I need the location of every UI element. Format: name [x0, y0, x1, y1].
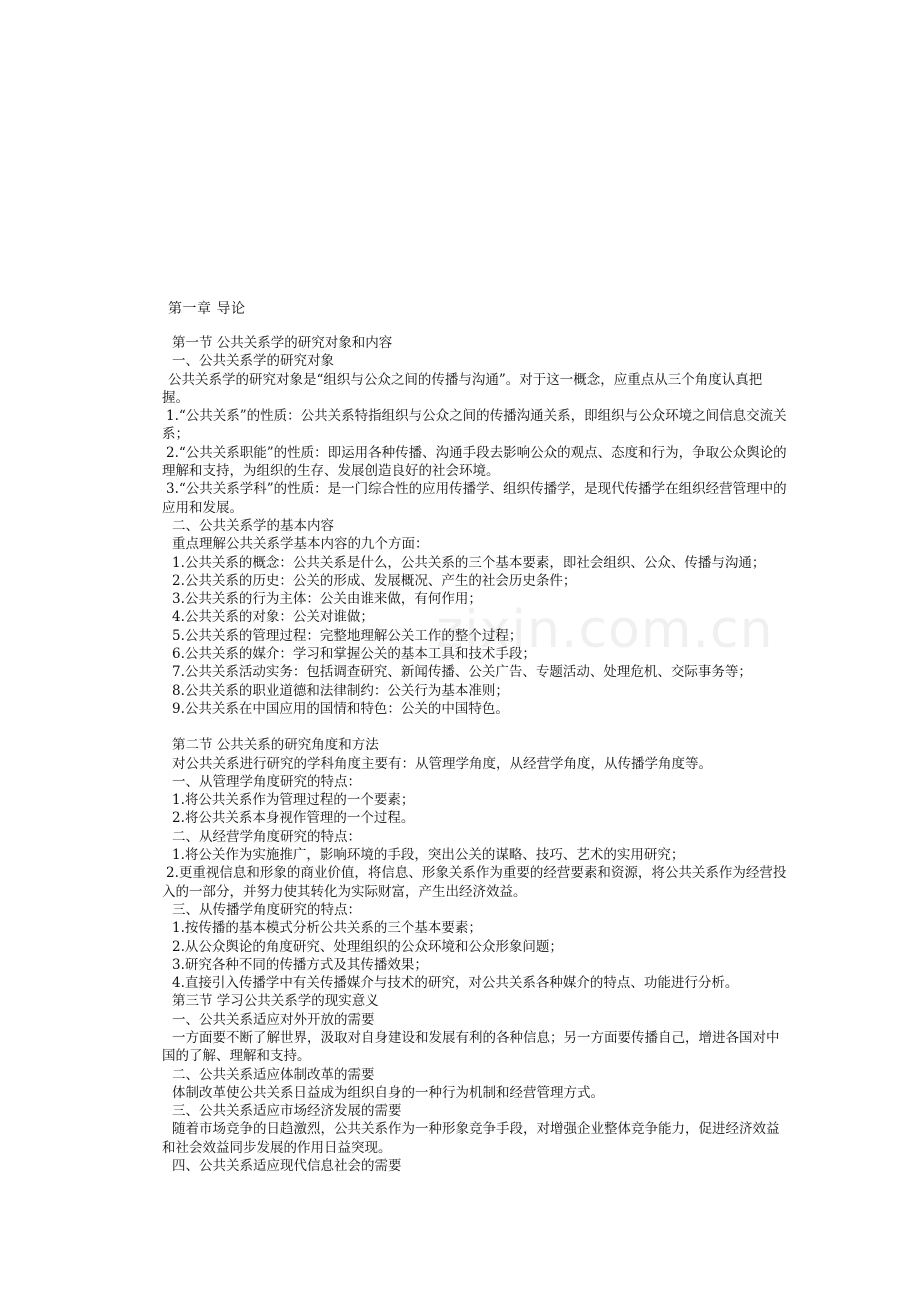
- subheading: 二、从经营学角度研究的特点：: [172, 828, 361, 845]
- section-title: 第一节 公共关系学的研究对象和内容: [172, 335, 393, 351]
- list-item: 1.将公关作为实施推广，影响环境的手段，突出公关的谋略、技巧、艺术的实用研究；: [172, 847, 685, 864]
- list-item: 3.公共关系的行为主体：公关由谁来做，有何作用；: [172, 591, 482, 608]
- chapter-title: 第一章 导论: [168, 301, 246, 317]
- subheading: 二、公共关系学的基本内容: [172, 517, 334, 534]
- paragraph: 2.“公共关系职能”的性质：即运用各种传播、沟通手段去影响公众的观点、态度和行为，争取公众舆论的理解和支持，为组织的生存、发展创造良好的社会环境。: [162, 444, 787, 480]
- paragraph: 公共关系学的研究对象是“组织与公众之间的传播与沟通”。对于这一概念，应重点从三个角度认真把握。: [162, 371, 763, 406]
- paragraph: 体制改革使公共关系日益成为组织自身的一种行为机制和经营管理方式。: [172, 1084, 604, 1101]
- paragraph: 随着市场竞争的日趋激烈，公共关系作为一种形象竞争手段，对增强企业整体竞争能力，促进经济效益和社会效益同步发展的作用日益突现。: [162, 1121, 780, 1156]
- paragraph: 3.“公共关系学科”的性质：是一门综合性的应用传播学、组织传播学，是现代传播学在组织经营管理中的应用和发展。: [162, 481, 787, 516]
- watermark-text: zixin.com.cn: [436, 600, 774, 660]
- list-item: 1.将公共关系作为管理过程的一个要素；: [172, 792, 415, 809]
- list-item: 8.公共关系的职业道德和法律制约：公关行为基本准则；: [172, 682, 509, 699]
- paragraph: 重点理解公共关系学基本内容的九个方面：: [172, 536, 429, 553]
- list-item: 2.更重视信息和形象的商业价值，将信息、形象关系作为重要的经营要素和资源，将公共关系作为经营投入的一部分，并努力使其转化为实际财富，产生出经济效益。: [162, 865, 787, 900]
- paragraph: 对公共关系进行研究的学科角度主要有：从管理学角度，从经营学角度，从传播学角度等。: [172, 755, 712, 772]
- list-item: 3.研究各种不同的传播方式及其传播效果；: [172, 956, 428, 973]
- list-item: 2.公共关系的历史：公关的形成、发展概况、产生的社会历史条件；: [172, 572, 577, 589]
- paragraph: 一方面要不断了解世界，汲取对自身建设和发展有利的各种信息；另一方面要传播自己，增进各国对中国的了解、理解和支持。: [162, 1029, 780, 1065]
- subheading: 一、从管理学角度研究的特点：: [172, 773, 361, 790]
- section-title: 第三节 学习公共关系学的现实意义: [172, 993, 379, 1010]
- list-item: 5.公共关系的管理过程：完整地理解公关工作的整个过程；: [172, 627, 523, 644]
- list-item: 9.公共关系在中国应用的国情和特色：公关的中国特色。: [172, 700, 509, 717]
- list-item: 7.公共关系活动实务：包括调查研究、新闻传播、公关广告、专题活动、处理危机、交际事务等；: [172, 664, 752, 681]
- list-item: 4.直接引入传播学中有关传播媒介与技术的研究，对公共关系各种媒介的特点、功能进行分析。: [172, 975, 739, 992]
- section-title: 第二节 公共关系的研究角度和方法: [172, 737, 379, 754]
- subheading: 三、公共关系适应市场经济发展的需要: [172, 1103, 402, 1120]
- list-item: 1.按传播的基本模式分析公共关系的三个基本要素；: [172, 920, 482, 937]
- list-item: 1.公共关系的概念：公共关系是什么，公共关系的三个基本要素，即社会组织、公众、传播与沟通；: [172, 554, 766, 571]
- spacer: [168, 718, 788, 736]
- list-item: 6.公共关系的媒介：学习和掌握公关的基本工具和技术手段；: [172, 646, 536, 663]
- document-body: [162, 334, 788, 1175]
- paragraph: 1.“公共关系”的性质：公共关系特指组织与公众之间的传播沟通关系，即组织与公众环境之间信息交流关系；: [162, 408, 787, 443]
- list-item: 2.从公众舆论的角度研究、处理组织的公众环境和公众形象问题；: [172, 938, 563, 955]
- subheading: 一、公共关系学的研究对象: [172, 353, 334, 370]
- subheading: 二、公共关系适应体制改革的需要: [172, 1066, 375, 1083]
- list-item: 2.将公共关系本身视作管理的一个过程。: [172, 810, 415, 827]
- subheading: 三、从传播学角度研究的特点：: [172, 901, 361, 918]
- subheading: 一、公共关系适应对外开放的需要: [172, 1011, 375, 1028]
- subheading: 四、公共关系适应现代信息社会的需要: [172, 1158, 402, 1175]
- list-item: 4.公共关系的对象：公关对谁做；: [172, 609, 374, 626]
